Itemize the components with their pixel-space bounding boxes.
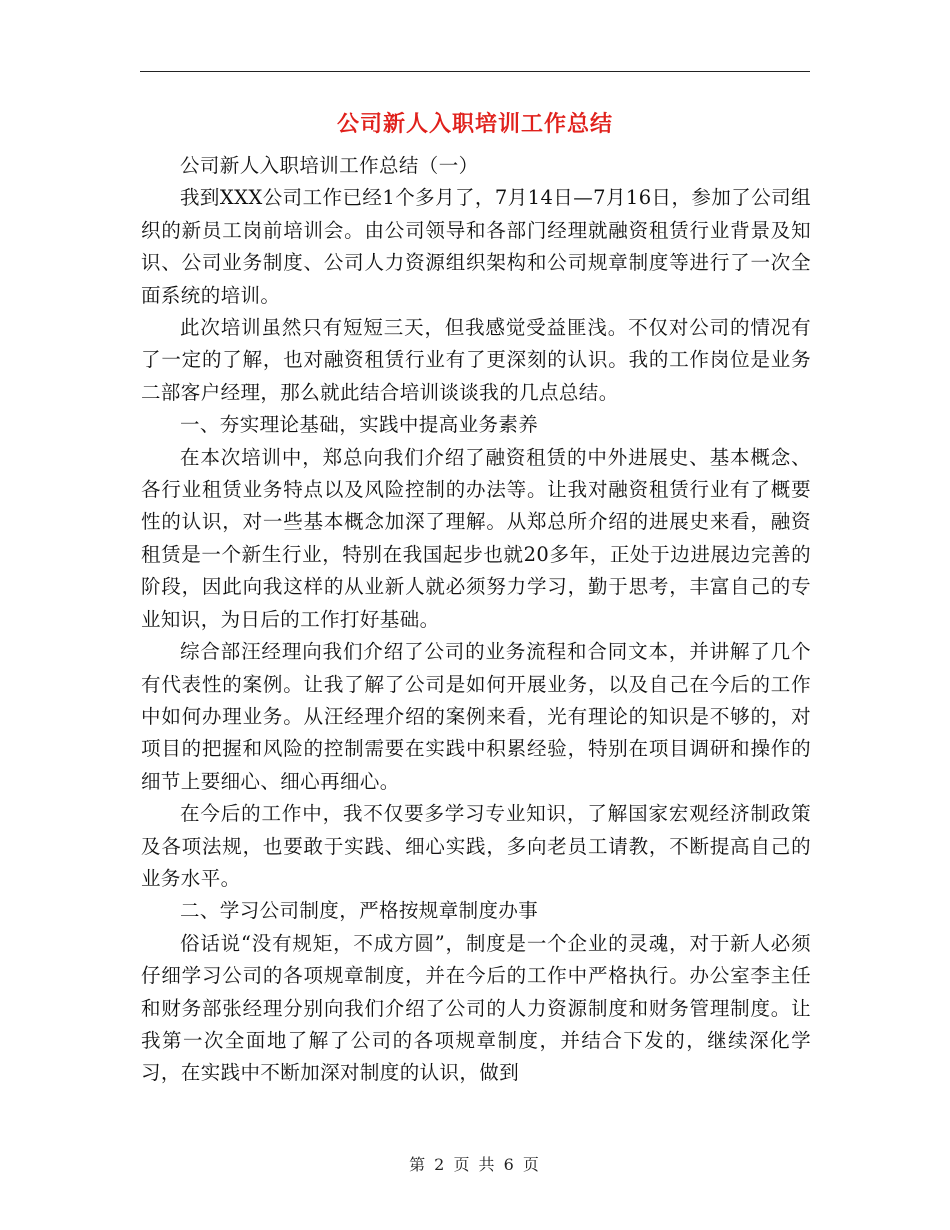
- section-heading-2: 二、学习公司制度，严格按规章制度办事: [180, 899, 539, 923]
- section-heading-1: 一、夯实理论基础，实践中提高业务素养: [180, 413, 539, 437]
- document-title: 公司新人入职培训工作总结: [336, 111, 613, 137]
- paragraph-future-work: 在今后的工作中，我不仅要多学习专业知识，了解国家宏观经济制政策及各项法规，也要敢于实践、细心实践，多向老员工请教，不断提高自己的业务水平。: [141, 802, 811, 890]
- header-rule: [140, 71, 810, 72]
- paragraph-rules: 俗话说“没有规矩，不成方圆”，制度是一个企业的灵魂，对于新人必须仔细学习公司的各项规章制度，并在今后的工作中严格执行。办公室李主任和财务部张经理分别向我们介绍了公司的人力资源制度和财务管理制度。让我第一次全面地了解了公司的各项规章制度，并结合下发的，继续深化学习，在实践中不断加深对制度的认识，做到: [141, 931, 811, 1085]
- paragraph-subtitle: 公司新人入职培训工作总结（一）: [180, 154, 479, 177]
- paragraph-intro: 我到XXX公司工作已经1个多月了，7月14日—7月16日，参加了公司组织的新员工岗前培训会。由公司领导和各部门经理就融资租赁行业背景及知识、公司业务制度、公司人力资源组织架构和公司规章制度等进行了一次全面系统的培训。: [141, 186, 811, 307]
- document-body: [141, 150, 811, 1090]
- paragraph-process: 综合部汪经理向我们介绍了公司的业务流程和合同文本，并讲解了几个有代表性的案例。让我了解了公司是如何开展业务，以及自己在今后的工作中如何办理业务。从汪经理介绍的案例来看，光有理论的知识是不够的，对项目的把握和风险的控制需要在实践中积累经验，特别在项目调研和操作的细节上要细心、细心再细心。: [141, 640, 811, 793]
- paragraph-feeling: 此次培训虽然只有短短三天，但我感觉受益匪浅。不仅对公司的情况有了一定的了解，也对融资租赁行业有了更深刻的认识。我的工作岗位是业务二部客户经理，那么就此结合培训谈谈我的几点总结。: [141, 316, 811, 404]
- page-footer: 第 2 页 共 6 页: [409, 1155, 541, 1174]
- paragraph-theory: 在本次培训中，郑总向我们介绍了融资租赁的中外进展史、基本概念、各行业租赁业务特点以及风险控制的办法等。让我对融资租赁行业有了概要性的认识，对一些基本概念加深了理解。从郑总所介绍的进展史来看，融资租赁是一个新生行业，特别在我国起步也就20多年，正处于边进展边完善的阶段，因此向我这样的从业新人就必须努力学习，勤于思考，丰富自己的专业知识，为日后的工作打好基础。: [141, 445, 811, 631]
